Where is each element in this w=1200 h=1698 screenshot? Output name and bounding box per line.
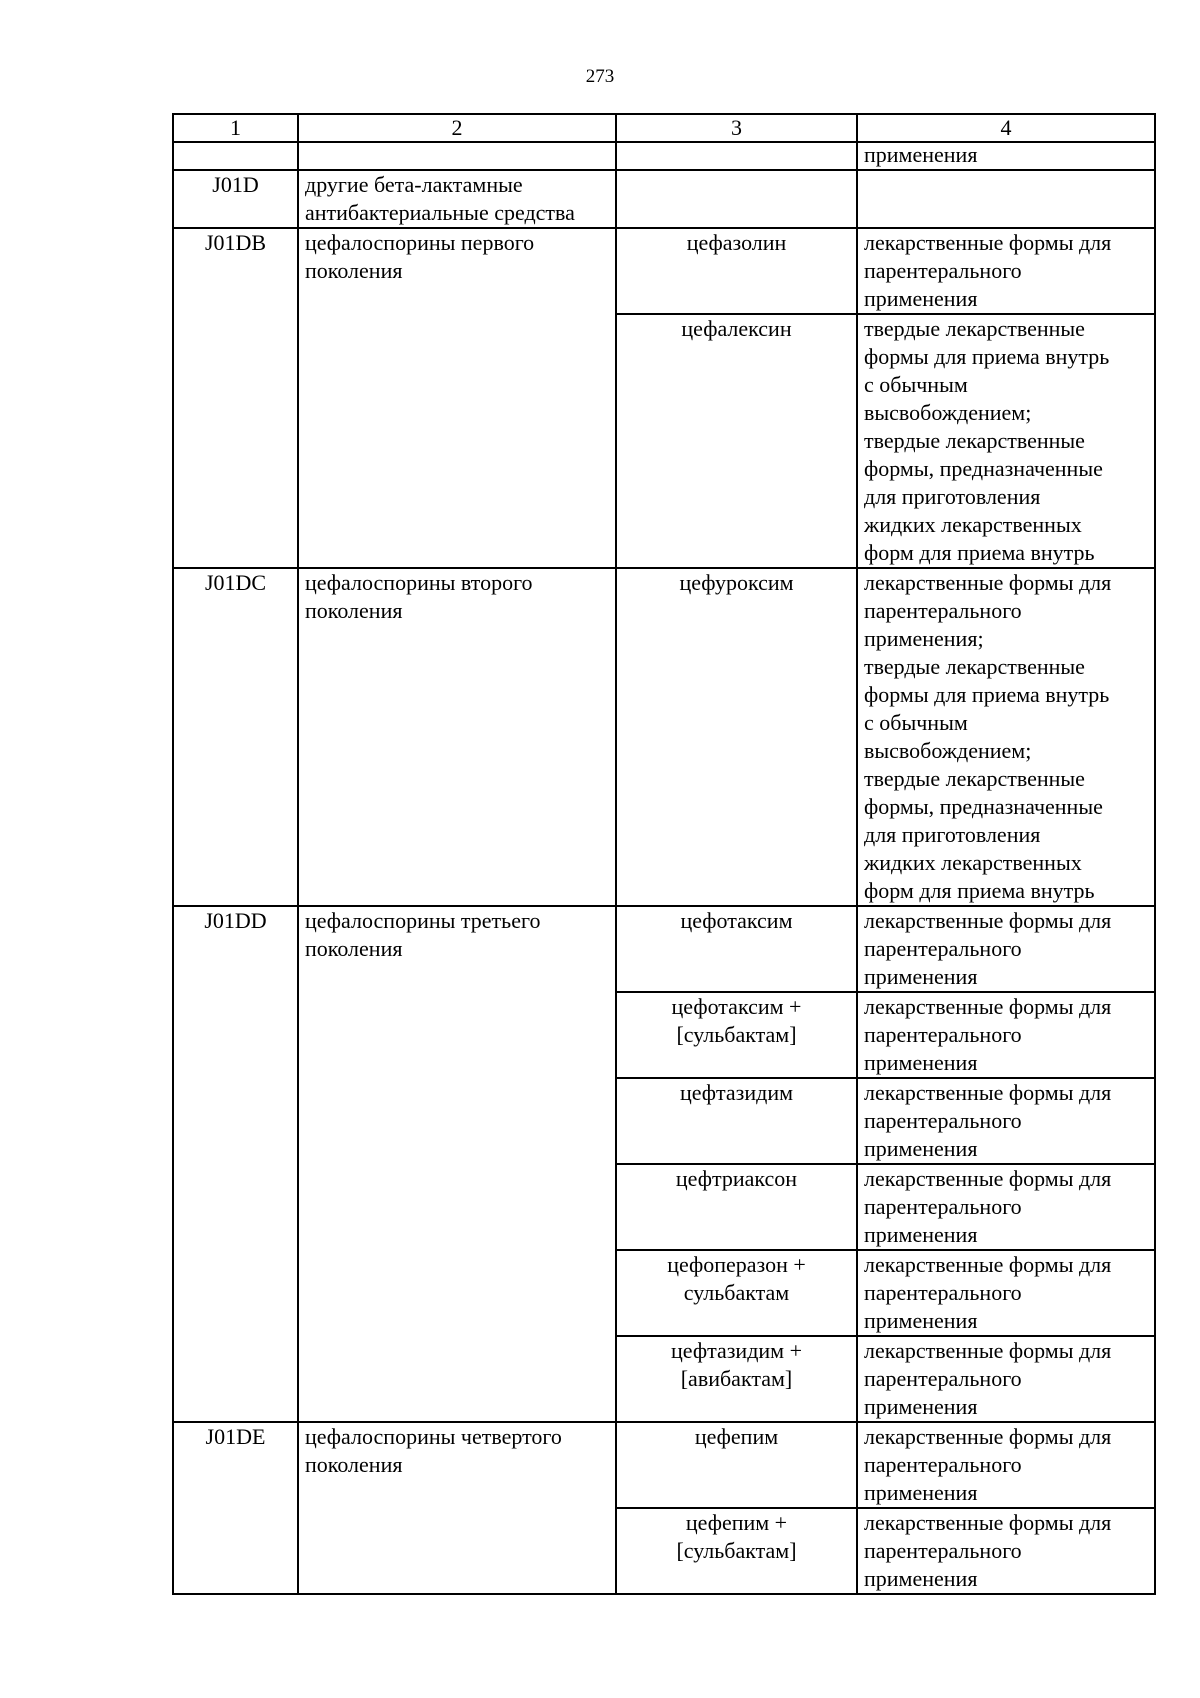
group-cell: другие бета-лактамные антибактериальные средства	[298, 170, 616, 228]
code-cell	[173, 142, 298, 170]
table-row	[173, 142, 1155, 170]
drug-cell: цефтазидим + [авибактам]	[616, 1336, 857, 1422]
drug-cell: цефтриаксон	[616, 1164, 857, 1250]
table-row	[173, 906, 1155, 992]
drug-cell: цефоперазон + сульбактам	[616, 1250, 857, 1336]
drug-table	[172, 113, 1156, 1595]
form-cell: лекарственные формы для парентерального применения	[857, 1422, 1155, 1508]
drug-cell: цефотаксим	[616, 906, 857, 992]
form-cell: применения	[857, 142, 1155, 170]
form-cell: лекарственные формы для парентерального применения	[857, 906, 1155, 992]
form-cell: лекарственные формы для парентерального применения	[857, 228, 1155, 314]
group-cell	[298, 142, 616, 170]
code-cell: J01D	[173, 170, 298, 228]
form-cell	[857, 170, 1155, 228]
group-cell: цефалоспорины второго поколения	[298, 568, 616, 906]
table-row	[173, 228, 1155, 314]
code-cell: J01DE	[173, 1422, 298, 1594]
form-cell: лекарственные формы для парентерального применения	[857, 1336, 1155, 1422]
drug-cell: цефазолин	[616, 228, 857, 314]
form-cell: лекарственные формы для парентерального применения	[857, 1508, 1155, 1594]
drug-cell: цефепим + [сульбактам]	[616, 1508, 857, 1594]
code-cell: J01DB	[173, 228, 298, 568]
group-rows	[173, 228, 1155, 1594]
group-cell: цефалоспорины третьего поколения	[298, 906, 616, 1422]
form-cell: лекарственные формы для парентерального применения	[857, 1078, 1155, 1164]
table-header-row	[173, 114, 1155, 142]
drug-cell: цефепим	[616, 1422, 857, 1508]
drug-cell: цефотаксим + [сульбактам]	[616, 992, 857, 1078]
header-cell: 3	[616, 114, 857, 142]
drug-cell	[616, 170, 857, 228]
table-row	[173, 1422, 1155, 1508]
table-row	[173, 568, 1155, 906]
header-cell: 1	[173, 114, 298, 142]
group-cell: цефалоспорины четвертого поколения	[298, 1422, 616, 1594]
header-cell: 2	[298, 114, 616, 142]
drug-cell	[616, 142, 857, 170]
table-row	[173, 170, 1155, 228]
drug-cell: цефтазидим	[616, 1078, 857, 1164]
drug-cell: цефалексин	[616, 314, 857, 568]
form-cell: лекарственные формы для парентерального применения; твердые лекарственные формы для приема внутрь с обычным высвобождением; твердые лекарственные формы, предназначенные для приготовления жидких лекарственных форм для приема внутрь	[857, 568, 1155, 906]
code-cell: J01DC	[173, 568, 298, 906]
header-cell: 4	[857, 114, 1155, 142]
page-number: 273	[585, 66, 615, 87]
form-cell: твердые лекарственные формы для приема внутрь с обычным высвобождением; твердые лекарственные формы, предназначенные для приготовления жидких лекарственных форм для приема внутрь	[857, 314, 1155, 568]
form-cell: лекарственные формы для парентерального применения	[857, 1164, 1155, 1250]
group-cell: цефалоспорины первого поколения	[298, 228, 616, 568]
form-cell: лекарственные формы для парентерального применения	[857, 1250, 1155, 1336]
drug-cell: цефуроксим	[616, 568, 857, 906]
code-cell: J01DD	[173, 906, 298, 1422]
form-cell: лекарственные формы для парентерального применения	[857, 992, 1155, 1078]
